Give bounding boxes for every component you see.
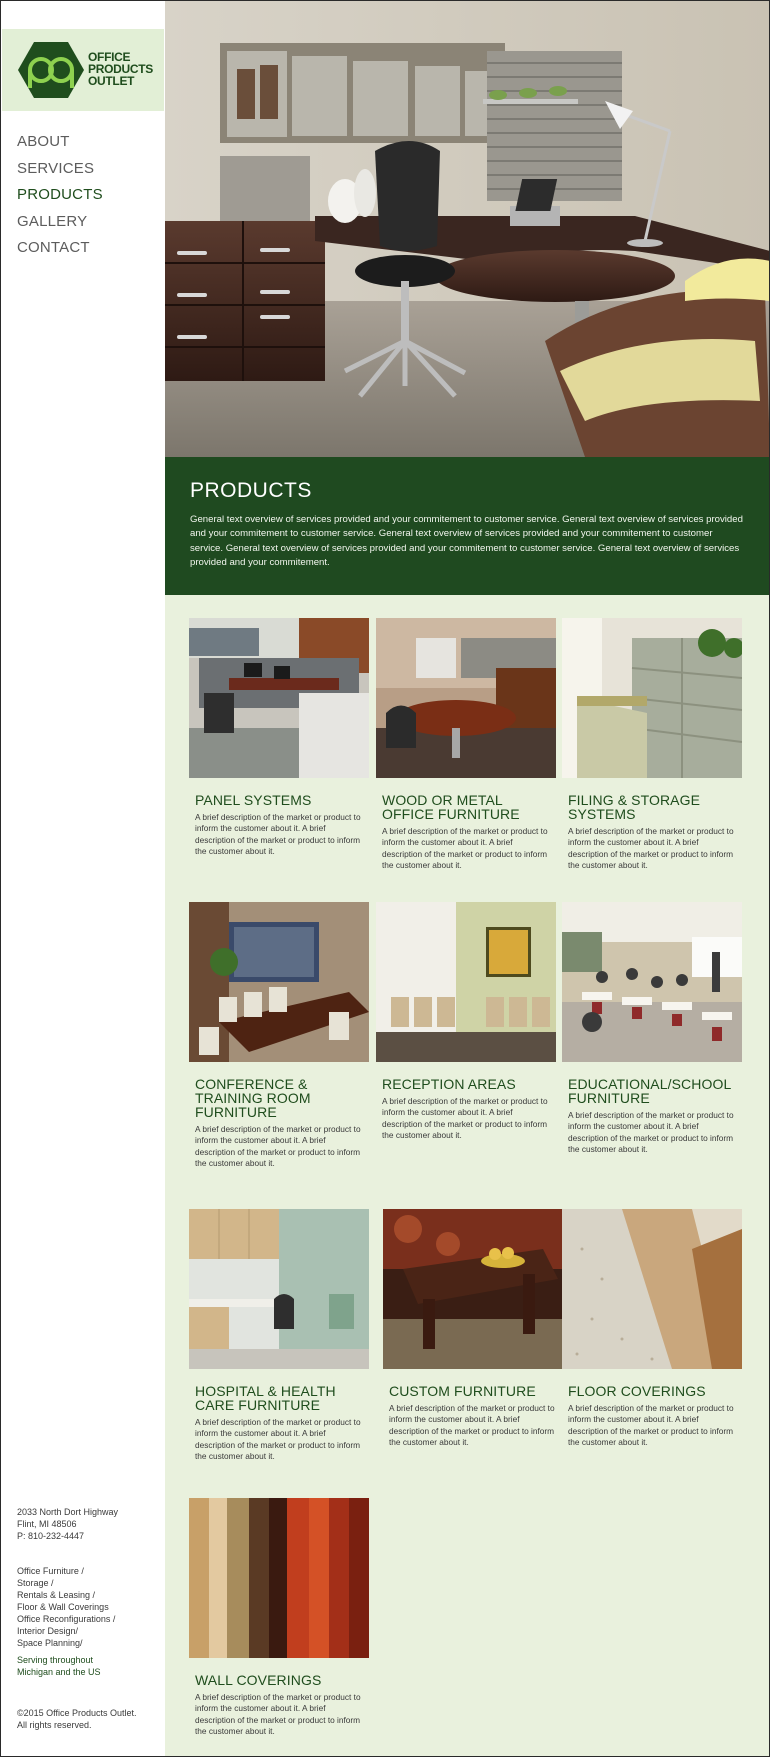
product-title: EDUCATIONAL/SCHOOL FURNITURE xyxy=(568,1076,731,1106)
panel-systems-photo xyxy=(189,618,369,778)
product-card-conference-training[interactable] xyxy=(189,902,369,1169)
service-area-line-2: Michigan and the US xyxy=(17,1667,101,1677)
hero-office-illustration xyxy=(165,1,770,457)
custom-furniture-photo xyxy=(383,1209,563,1369)
address-line-2: Flint, MI 48506 xyxy=(17,1519,77,1529)
product-card-custom-furniture[interactable] xyxy=(383,1209,563,1448)
service-item: Interior Design/ xyxy=(17,1626,79,1636)
product-description: A brief description of the market or product to inform the customer about it. A brief description of the market or product to inform the customer about it. xyxy=(568,1403,734,1447)
wood-metal-furniture-photo xyxy=(376,618,556,778)
service-item: Space Planning/ xyxy=(17,1638,83,1648)
logo[interactable] xyxy=(2,29,164,111)
product-description: A brief description of the market or product to inform the customer about it. A brief description of the market or product to inform the customer about it. xyxy=(382,826,548,870)
main-nav xyxy=(17,129,103,262)
product-title: FLOOR COVERINGS xyxy=(568,1383,706,1399)
wall-coverings-photo xyxy=(189,1498,369,1658)
service-item: Floor & Wall Coverings xyxy=(17,1602,109,1612)
product-card-floor-coverings[interactable] xyxy=(562,1209,742,1448)
product-title: WALL COVERINGS xyxy=(195,1672,322,1688)
product-description: A brief description of the market or product to inform the customer about it. A brief description of the market or product to inform the customer about it. xyxy=(195,1124,361,1168)
services-list xyxy=(17,1565,115,1649)
product-title: HOSPITAL & HEALTH CARE FURNITURE xyxy=(195,1383,336,1413)
service-item: Rentals & Leasing / xyxy=(17,1590,96,1600)
product-description: A brief description of the market or product to inform the customer about it. A brief description of the market or product to inform the customer about it. xyxy=(195,1417,361,1461)
copyright-line-1: ©2015 Office Products Outlet. xyxy=(17,1708,137,1718)
copyright-line-2: All rights reserved. xyxy=(17,1720,92,1730)
filing-storage-photo xyxy=(562,618,742,778)
service-area xyxy=(17,1654,101,1678)
product-title: PANEL SYSTEMS xyxy=(195,792,312,808)
logo-line-3: OUTLET xyxy=(88,74,135,88)
product-description: A brief description of the market or product to inform the customer about it. A brief description of the market or product to inform the customer about it. xyxy=(195,812,361,856)
nav-products[interactable]: PRODUCTS xyxy=(17,186,103,203)
copyright xyxy=(17,1707,137,1731)
product-title: WOOD OR METAL OFFICE FURNITURE xyxy=(382,792,520,822)
products-intro xyxy=(165,457,770,595)
logo-wordmark xyxy=(88,51,162,87)
hospital-health-care-photo xyxy=(189,1209,369,1369)
product-card-educational-school[interactable] xyxy=(562,902,742,1155)
main-content xyxy=(165,1,770,1757)
product-card-panel-systems[interactable] xyxy=(189,618,369,857)
service-item: Office Furniture / xyxy=(17,1566,84,1576)
floor-coverings-photo xyxy=(562,1209,742,1369)
nav-about[interactable]: ABOUT xyxy=(17,133,70,150)
phone-number[interactable]: P: 810-232-4447 xyxy=(17,1531,85,1541)
nav-contact[interactable]: CONTACT xyxy=(17,239,90,256)
page-title: PRODUCTS xyxy=(190,479,312,502)
address-line-1: 2033 North Dort Highway xyxy=(17,1507,119,1517)
service-area-line-1: Serving throughout xyxy=(17,1655,94,1665)
product-title: RECEPTION AREAS xyxy=(382,1076,516,1092)
product-description: A brief description of the market or product to inform the customer about it. A brief description of the market or product to inform the customer about it. xyxy=(389,1403,555,1447)
educational-school-photo xyxy=(562,902,742,1062)
contact-info xyxy=(17,1506,118,1542)
nav-services[interactable]: SERVICES xyxy=(17,159,95,177)
product-card-filing-storage[interactable] xyxy=(562,618,742,871)
conference-training-photo xyxy=(189,902,369,1062)
product-card-wall-coverings[interactable] xyxy=(189,1498,369,1737)
reception-areas-photo xyxy=(376,902,556,1062)
product-description: A brief description of the market or product to inform the customer about it. A brief description of the market or product to inform the customer about it. xyxy=(195,1692,361,1736)
sidebar xyxy=(1,1,164,1757)
product-description: A brief description of the market or product to inform the customer about it. A brief description of the market or product to inform the customer about it. xyxy=(568,1110,734,1154)
logo-line-1: OFFICE xyxy=(88,50,131,64)
product-card-reception-areas[interactable] xyxy=(376,902,556,1141)
service-item: Office Reconfigurations / xyxy=(17,1614,116,1624)
hero-image xyxy=(165,1,770,457)
logo-line-2: PRODUCTS xyxy=(88,62,153,76)
product-card-hospital-health-care[interactable] xyxy=(189,1209,369,1462)
product-title: CUSTOM FURNITURE xyxy=(389,1383,536,1399)
product-description: A brief description of the market or product to inform the customer about it. A brief description of the market or product to inform the customer about it. xyxy=(568,826,734,870)
product-title: CONFERENCE & TRAINING ROOM FURNITURE xyxy=(195,1076,311,1120)
service-item: Storage / xyxy=(17,1578,54,1588)
nav-gallery[interactable]: GALLERY xyxy=(17,212,88,230)
product-title: FILING & STORAGE SYSTEMS xyxy=(568,792,701,822)
logo-mark-icon xyxy=(17,40,85,100)
product-description: A brief description of the market or product to inform the customer about it. A brief description of the market or product to inform the customer about it. xyxy=(382,1096,548,1140)
product-card-wood-metal-furniture[interactable] xyxy=(376,618,556,871)
intro-text: General text overview of services provided and your commitement to customer service. General text overview of services provided and your commitement to customer service. General text overview of services provided and your commitement to customer service. General text overview of services provided and your commitement to customer service. General text overview of services provided and your commitement. xyxy=(190,514,743,568)
